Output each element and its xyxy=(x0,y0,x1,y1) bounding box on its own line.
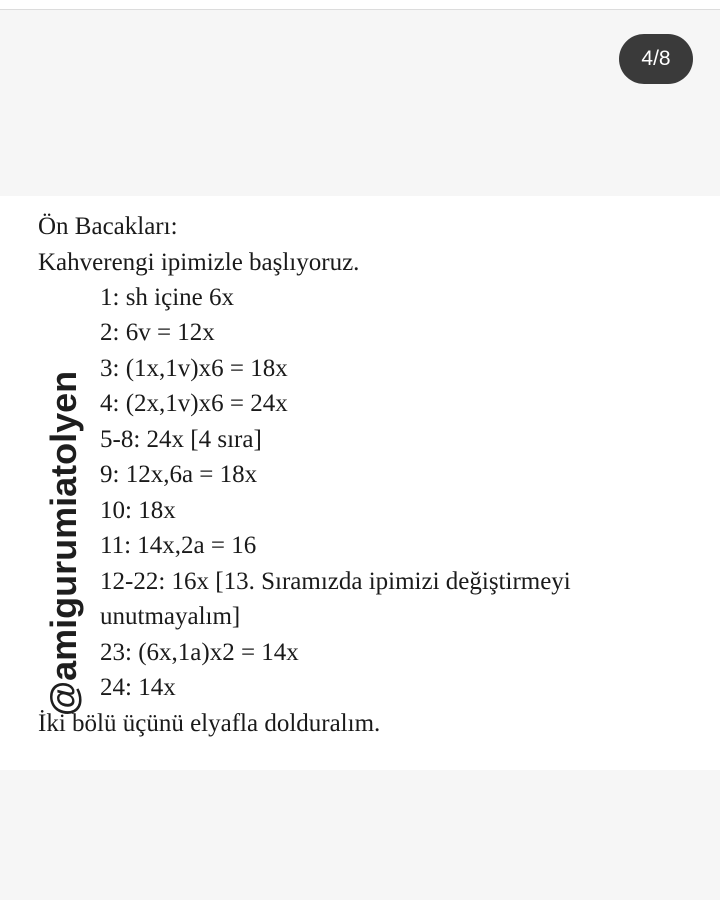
pattern-row: 5-8: 24x [4 sıra] xyxy=(100,426,262,453)
pattern-row: 1: sh içine 6x xyxy=(100,284,235,311)
pattern-row: 24: 14x xyxy=(100,674,176,701)
pattern-row: unutmayalım] xyxy=(100,603,241,630)
pattern-closing: İki bölü üçünü elyafla dolduralım. xyxy=(38,710,381,737)
viewer-bottom-area xyxy=(0,770,720,900)
top-divider xyxy=(0,0,720,10)
pattern-heading: Ön Bacakları: xyxy=(38,213,178,240)
pattern-row: 3: (1x,1v)x6 = 18x xyxy=(100,355,288,382)
pattern-row: 4: (2x,1v)x6 = 24x xyxy=(100,390,288,417)
pattern-row: 12-22: 16x [13. Sıramızda ipimizi değiştirmeyi xyxy=(100,568,571,595)
pattern-row: 23: (6x,1a)x2 = 14x xyxy=(100,639,299,666)
pattern-intro: Kahverengi ipimizle başlıyoruz. xyxy=(38,249,360,276)
pattern-row: 9: 12x,6a = 18x xyxy=(100,461,258,488)
pattern-row: 11: 14x,2a = 16 xyxy=(100,532,257,559)
pattern-row: 2: 6v = 12x xyxy=(100,319,215,346)
pattern-row: 10: 18x xyxy=(100,497,176,524)
image-counter-badge: 4/8 xyxy=(619,34,693,84)
watermark-handle: @amigurumiatolyen xyxy=(43,370,84,716)
viewer-top-area xyxy=(0,10,720,196)
